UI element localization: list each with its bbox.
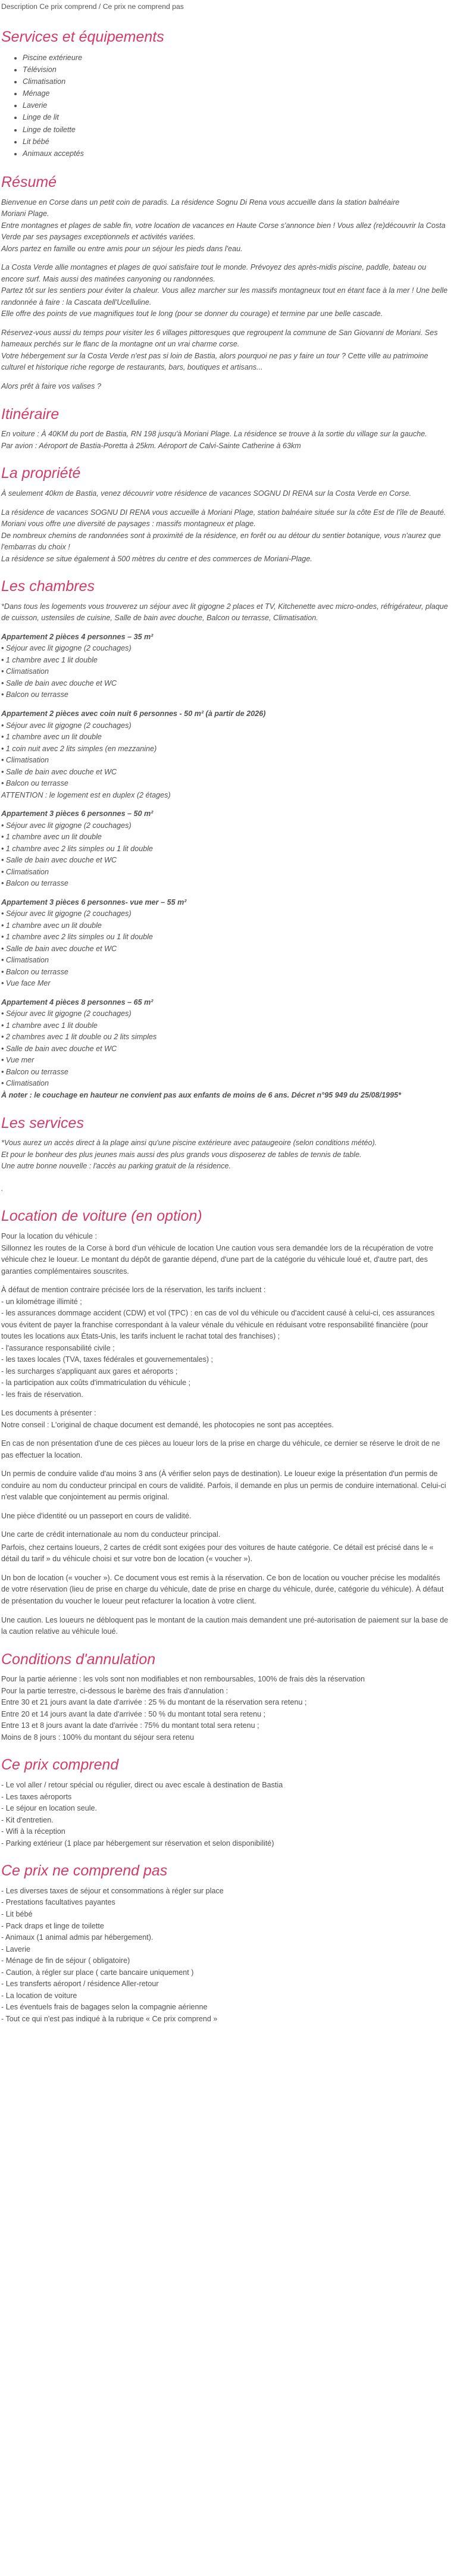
list-item: - Pack draps et linge de toilette xyxy=(1,1921,104,1930)
ne-comprend-section xyxy=(1,1862,450,2025)
location-section xyxy=(1,1208,450,1637)
list-item: • Salle de bain avec douche et WC xyxy=(1,679,117,687)
itineraire-section xyxy=(1,406,450,452)
list-item: • Séjour avec lit gigogne (2 couchages) xyxy=(1,821,131,830)
list-item: • Séjour avec lit gigogne (2 couchages) xyxy=(1,1009,131,1018)
resume-title: Résumé xyxy=(1,174,57,191)
chambres-section xyxy=(1,578,450,1101)
location-title: Location de voiture (en option) xyxy=(1,1208,202,1225)
list-item: - Le séjour en location seule. xyxy=(1,1804,98,1813)
list-item: - Tout ce qui n'est pas indiqué à la rubrique « Ce prix comprend » xyxy=(1,2014,218,2023)
list-item: • Animaux acceptés xyxy=(23,148,450,160)
list-item: • Balcon ou terrasse xyxy=(1,967,68,976)
text-line: - la participation aux coûts d'immatriculation du véhicule ; xyxy=(1,1378,191,1387)
annulation-section xyxy=(1,1651,450,1744)
text-line: Entre 20 et 14 jours avant la date d'arrivée : 50 % du montant total sera retenu ; xyxy=(1,1709,266,1718)
list-item: • 1 chambre avec 1 lit double xyxy=(1,655,98,664)
list-item: • Lit bébé xyxy=(23,136,450,148)
apartment-block xyxy=(1,897,450,990)
list-item: • Salle de bain avec douche et WC xyxy=(1,767,117,776)
list-item: - Les diverses taxes de séjour et consommations à régler sur place xyxy=(1,1886,224,1895)
text-line: Pour la partie aérienne : les vols sont non modifiables et non remboursables, 100% de frais dès la réservation xyxy=(1,1675,365,1684)
propriete-title: La propriété xyxy=(1,465,81,482)
list-item: ATTENTION : le logement est en duplex (2 étages) xyxy=(1,790,171,799)
list-item: • Séjour avec lit gigogne (2 couchages) xyxy=(1,721,131,730)
services-title: Les services xyxy=(1,1114,84,1131)
list-item: - Le vol aller / retour spécial ou régulier, direct ou avec escale à destination de Bastia xyxy=(1,1781,283,1790)
services-equipements-title: Services et équipements xyxy=(1,29,164,45)
text-line: *Vous aurez un accès direct à la plage ainsi qu'une piscine extérieure avec pataugeoire (selon conditions météo). xyxy=(1,1139,377,1148)
list-item: • Balcon ou terrasse xyxy=(1,879,68,888)
apartment-title: Appartement 2 pièces avec coin nuit 6 personnes - 50 m² (à partir de 2026) xyxy=(1,709,266,718)
list-item: - Les taxes aéroports xyxy=(1,1792,72,1801)
list-item: • 1 chambre avec un lit double xyxy=(1,833,102,842)
text-line: Moriani Plage. xyxy=(1,210,49,218)
annulation-title: Conditions d'annulation xyxy=(1,1650,156,1668)
text-line: - les surcharges s'appliquant aux gares et aéroports ; xyxy=(1,1367,178,1375)
text-line: Réservez-vous aussi du temps pour visiter les 6 villages pittoresques que regroupent la commune de San Giovanni de Moriani. Ses hameaux perchés sur le flanc de la montagne ont un vrai charme corse. xyxy=(1,328,438,349)
resume-section xyxy=(1,174,450,392)
list-item: - Kit d'entretien. xyxy=(1,1815,54,1824)
itineraire-title: Itinéraire xyxy=(1,405,59,423)
apartment-title: Appartement 3 pièces 6 personnes – 50 m² xyxy=(1,809,154,818)
text-line: - les frais de réservation. xyxy=(1,1390,83,1399)
list-item: • 1 chambre avec un lit double xyxy=(1,921,102,930)
list-item: - La location de voiture xyxy=(1,1991,77,2000)
location-paragraph-1 xyxy=(1,1231,450,1277)
location-paragraph-8: Parfois, chez certains loueurs, 2 cartes de crédit sont exigées pour des voitures de haute catégorie. Ce détail est précisé dans le « détail du tarif » du véhicule choisi et sur votre bon de location (« voucher »). xyxy=(1,1543,434,1564)
list-item: - Parking extérieur (1 place par hébergement sur réservation et selon disponibilité) xyxy=(1,1839,274,1847)
text-line: Moins de 8 jours : 100% du montant du séjour sera retenu xyxy=(1,1733,195,1742)
text-line: Votre hébergement sur la Costa Verde n'est pas si loin de Bastia, alors pourquoi ne pas y faire un tour ? Cette ville au patrimoine culturel et historique riche regorge de restaurants, bars, boutiques et artisans... xyxy=(1,351,428,372)
text-line: Partez tôt sur les sentiers pour éviter la chaleur. Vous allez marcher sur les massifs montagneux tout en étant face à la mer ! Une belle randonnée à faire : la Cascata dell'Ucelluline. xyxy=(1,286,448,307)
list-item: • 1 chambre avec 2 lits simples ou 1 lit double xyxy=(1,844,154,853)
text-line: Et pour le bonheur des plus jeunes mais aussi des plus grands vous disposerez de tables de tennis de table. xyxy=(1,1150,362,1159)
text-line: - un kilométrage illimité ; xyxy=(1,1297,82,1306)
list-item: • 1 coin nuit avec 2 lits simples (en mezzanine) xyxy=(1,744,157,753)
ne-comprend-title: Ce prix ne comprend pas xyxy=(1,1862,168,1880)
comprend-title: Ce prix comprend xyxy=(1,1756,119,1774)
chambres-title: Les chambres xyxy=(1,578,95,595)
list-item: • Balcon ou terrasse xyxy=(1,779,68,788)
list-item: • Climatisation xyxy=(1,667,49,676)
text-line: Pour la partie terrestre, ci-dessous le barème des frais d'annulation : xyxy=(1,1686,228,1695)
comprend-section xyxy=(1,1756,450,1849)
list-item: • Séjour avec lit gigogne (2 couchages) xyxy=(1,909,131,918)
location-paragraph-6: Une pièce d'identité ou un passeport en cours de validité. xyxy=(1,1511,192,1520)
text-line: Pour la location du véhicule : xyxy=(1,1232,98,1241)
list-item: • Salle de bain avec douche et WC xyxy=(1,1044,117,1053)
resume-paragraph-3 xyxy=(1,327,450,374)
text-line: Une autre bonne nouvelle : l'accès au parking gratuit de la résidence. xyxy=(1,1162,231,1171)
list-item: • 1 chambre avec un lit double xyxy=(1,733,102,742)
text-line: En voiture : À 40KM du port de Bastia, RN 198 jusqu'à Moriani Plage. La résidence se trouve à la sortie du village sur la gauche. xyxy=(1,430,427,439)
itineraire-text xyxy=(1,429,450,452)
text-line: Sillonnez les routes de la Corse à bord d'un véhicule de location Une caution vous sera demandée lors de la récupération de votre véhicule chez le loueur. Le montant du dépôt de garantie dépend, d'une part de la catégorie du véhicule loué et, d'autre part, des garanties complémentaires souscrites. xyxy=(1,1243,434,1276)
text-line: Bienvenue en Corse dans un petit coin de paradis. La résidence Sognu Di Rena vous accueille dans la station balnéaire xyxy=(1,198,400,207)
resume-paragraph-4: Alors prêt à faire vos valises ? xyxy=(1,382,101,390)
list-item: • Balcon ou terrasse xyxy=(1,690,68,699)
text-line: Entre 30 et 21 jours avant la date d'arrivée : 25 % du montant de la réservation sera retenu ; xyxy=(1,1698,307,1707)
location-paragraph-10: Une caution. Les loueurs ne débloquent pas le montant de la caution mais demandent une pré-autorisation de paiement sur la base de la caution relative au véhicule loué. xyxy=(1,1615,449,1636)
list-item: - Wifi à la réception xyxy=(1,1827,65,1836)
list-item: - Animaux (1 animal admis par hébergement). xyxy=(1,1933,154,1942)
list-item: • Salle de bain avec douche et WC xyxy=(1,944,117,953)
list-item: • 2 chambres avec 1 lit double ou 2 lits simples xyxy=(1,1033,157,1042)
list-item: • Salle de bain avec douche et WC xyxy=(1,856,117,865)
text-line: Par avion : Aéroport de Bastia-Poretta à 25km. Aéroport de Calvi-Sainte Catherine à 63km xyxy=(1,441,301,450)
resume-paragraph-2 xyxy=(1,262,450,320)
location-paragraph-9: Un bon de location (« voucher »). Ce document vous est remis à la réservation. Ce bon de location ou voucher précise les modalités de votre réservation (lieu de prise en charge du véhicule, date de prise en charge du véhicule, durée, catégorie du véhicule). À défaut de présentation du voucher le loueur peut refacturer la location à votre client. xyxy=(1,1573,444,1605)
apartment-title: Appartement 4 pièces 8 personnes – 65 m² xyxy=(1,998,154,1006)
text-line: Notre conseil : L'original de chaque document est demandé, les photocopies ne sont pas acceptées. xyxy=(1,1420,334,1429)
location-paragraph-4: En cas de non présentation d'une de ces pièces au loueur lors de la prise en charge du véhicule, ce dernier se réserve le droit de ne pas effectuer la location. xyxy=(1,1439,440,1459)
list-item: • Linge de lit xyxy=(23,111,450,123)
text-line: Moriani vous offre une diversité de paysages : massifs montagneux et plage. xyxy=(1,520,256,529)
text-line: Entre montagnes et plages de sable fin, votre location de vacances en Haute Corse s'annonce bien ! Vous allez (re)découvrir la Costa Verde par ses paysages exceptionnels et activités variées. xyxy=(1,221,446,242)
list-item: • Ménage xyxy=(23,87,450,99)
comprend-list xyxy=(1,1780,450,1849)
apartment-block xyxy=(1,997,450,1102)
text-line: La résidence se situe également à 500 mètres du centre et des commerces de Moriani-Plage. xyxy=(1,554,312,563)
services-section xyxy=(1,1115,450,1195)
services-equipements-section xyxy=(1,29,450,160)
text-line: - l'assurance responsabilité civile ; xyxy=(1,1343,115,1352)
list-item: • Laverie xyxy=(23,99,450,111)
text-line: - les assurances dommage accident (CDW) et vol (TPC) : en cas de vol du véhicule ou d'accident causé à celui-ci, ces assurances vous évitent de payer la franchise correspondant à la valeur vénale du véhicule en réduisant votre responsabilité financière (pour toutes les locations aux États-Unis, les tarifs incluent le rachat total des franchises) ; xyxy=(1,1309,435,1341)
description-header: Description Ce prix comprend / Ce prix ne comprend pas xyxy=(1,2,184,11)
bold-note: À noter : le couchage en hauteur ne convient pas aux enfants de moins de 6 ans. Décret n°95 949 du 25/08/1995* xyxy=(1,1090,402,1099)
list-item: - Prestations facultatives payantes xyxy=(1,1898,115,1907)
list-item: • Vue face Mer xyxy=(1,979,51,988)
text-line: Elle offre des points de vue magnifiques tout le long (pour se donner du courage) et termine par une belle cascade. xyxy=(1,310,383,318)
services-dot: . xyxy=(1,1184,4,1193)
apartment-title: Appartement 2 pièces 4 personnes – 35 m² xyxy=(1,632,154,641)
ne-comprend-list xyxy=(1,1886,450,2025)
propriete-paragraph-1: À seulement 40km de Bastia, venez découvrir votre résidence de vacances SOGNU DI RENA sur la Costa Verde en Corse. xyxy=(1,489,412,498)
list-item: • Climatisation xyxy=(1,956,49,965)
list-item: • Climatisation xyxy=(1,1079,49,1088)
list-item: • 1 chambre avec 1 lit double xyxy=(1,1021,98,1030)
text-line: La résidence de vacances SOGNU DI RENA vous accueille à Moriani Plage, station balnéaire située sur la côte Est de l'île de Beauté. xyxy=(1,508,446,517)
annulation-text xyxy=(1,1674,450,1743)
propriete-paragraph-2 xyxy=(1,507,450,565)
list-item: • Télévision xyxy=(23,64,450,76)
list-item: - Les transferts aéroport / résidence Aller-retour xyxy=(1,1980,159,1989)
text-line: À défaut de mention contraire précisée lors de la réservation, les tarifs incluent : xyxy=(1,1286,266,1295)
location-paragraph-3 xyxy=(1,1408,450,1431)
text-line: - les taxes locales (TVA, taxes fédérales et gouvernementales) ; xyxy=(1,1355,214,1364)
location-paragraph-5: Un permis de conduire valide d'au moins 3 ans (À vérifier selon pays de destination). Le loueur exige la présentation d'un permis de conduire au nom du conducteur principal en cours de validité. Parfois, il demande en plus un permis de conduire international. Celui-ci n'est valable que conjointement au permis original. xyxy=(1,1470,446,1502)
text-line: Les documents à présenter : xyxy=(1,1409,96,1418)
propriete-section xyxy=(1,465,450,565)
list-item: • Balcon ou terrasse xyxy=(1,1067,68,1076)
text-line: Alors partez en famille ou entre amis pour un séjour les pieds dans l'eau. xyxy=(1,244,243,253)
text-line: De nombreux chemins de randonnées sont à proximité de la résidence, en forêt ou au détour du sentier botanique, vous n'aurez que l'embarras du choix ! xyxy=(1,531,441,552)
list-item: • Linge de toilette xyxy=(23,124,450,136)
text-line: Entre 13 et 8 jours avant la date d'arrivée : 75% du montant total sera retenu ; xyxy=(1,1721,259,1730)
list-item: • Climatisation xyxy=(1,867,49,876)
text-line: La Costa Verde allie montagnes et plages de quoi satisfaire tout le monde. Prévoyez des après-midis piscine, paddle, bateau ou encore surf. Mais aussi des matinées canyoning ou randonnées. xyxy=(1,263,427,283)
list-item: • Séjour avec lit gigogne (2 couchages) xyxy=(1,644,131,653)
apartment-block xyxy=(1,808,450,890)
services-text xyxy=(1,1137,450,1173)
location-paragraph-2 xyxy=(1,1284,450,1400)
apartment-block xyxy=(1,708,450,801)
equipment-list xyxy=(1,52,450,160)
list-item: - Lit bébé xyxy=(1,1910,33,1918)
list-item: • Piscine extérieure xyxy=(23,52,450,64)
apartment-block xyxy=(1,632,450,701)
list-item: - Caution, à régler sur place ( carte bancaire uniquement ) xyxy=(1,1968,194,1977)
location-paragraph-7: Une carte de crédit internationale au nom du conducteur principal. xyxy=(1,1530,221,1539)
list-item: - Ménage de fin de séjour ( obligatoire) xyxy=(1,1956,130,1965)
list-item: - Laverie xyxy=(1,1944,30,1953)
list-item: • Climatisation xyxy=(23,76,450,87)
list-item: - Les éventuels frais de bagages selon la compagnie aérienne xyxy=(1,2003,208,2012)
chambres-intro: *Dans tous les logements vous trouverez un séjour avec lit gigogne 2 places et TV, Kitchenette avec micro-ondes, réfrigérateur, plaque de cuisson, ustensiles de cuisine, Salle de bain avec douche, Balcon ou terrasse, Climatisation. xyxy=(1,602,448,623)
list-item: • 1 chambre avec 2 lits simples ou 1 lit double xyxy=(1,933,154,942)
list-item: • Vue mer xyxy=(1,1056,35,1065)
apartment-title: Appartement 3 pièces 6 personnes- vue mer – 55 m² xyxy=(1,898,187,906)
list-item: • Climatisation xyxy=(1,756,49,765)
resume-paragraph-1 xyxy=(1,197,450,255)
